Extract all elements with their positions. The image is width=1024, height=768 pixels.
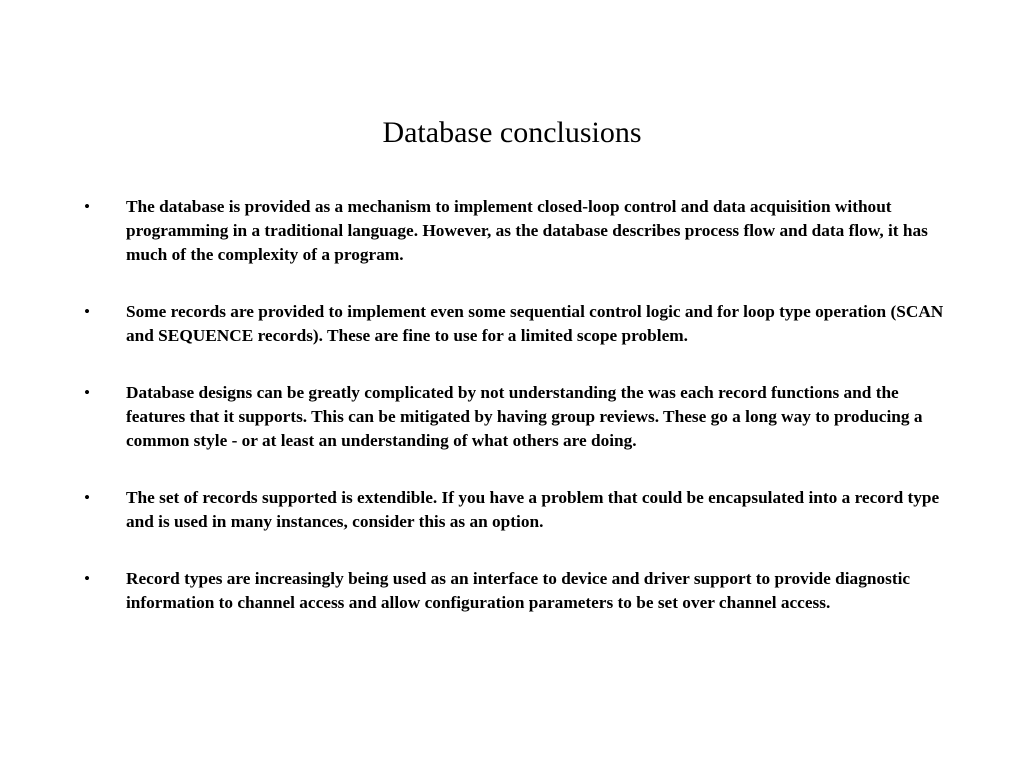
bullet-text: Some records are provided to implement even some sequential control logic and for loop type operation (SCAN and SEQUENCE records). These are fine to use for a limited scope problem.: [126, 302, 944, 345]
bullet-text: Record types are increasingly being used as an interface to device and driver support to provide diagnostic information to channel access and allow configuration parameters to be set over channel access.: [126, 569, 911, 612]
bullet-icon: •: [84, 488, 91, 507]
bullet-icon: •: [84, 383, 91, 402]
bullet-text: The set of records supported is extendible. If you have a problem that could be encapsulated into a record type and is used in many instances, consider this as an option.: [126, 488, 940, 531]
slide-title: Database conclusions: [382, 116, 642, 149]
bullet-icon: •: [84, 302, 91, 321]
bullet-item: [84, 195, 944, 267]
bullet-item: [84, 381, 944, 453]
bullet-item: [84, 567, 944, 615]
bullet-text: The database is provided as a mechanism to implement closed-loop control and data acquisition without programming in a traditional language. However, as the database describes process flow and data flow, it has much of the complexity of a program.: [126, 197, 928, 264]
bullet-list: [84, 195, 944, 648]
bullet-item: [84, 300, 944, 348]
bullet-text: Database designs can be greatly complicated by not understanding the was each record functions and the features that it supports. This can be mitigated by having group reviews. These go a long way to producing a common style - or at least an understanding of what others are doing.: [126, 383, 923, 450]
bullet-item: [84, 486, 944, 534]
bullet-icon: •: [84, 197, 91, 216]
bullet-icon: •: [84, 569, 91, 588]
